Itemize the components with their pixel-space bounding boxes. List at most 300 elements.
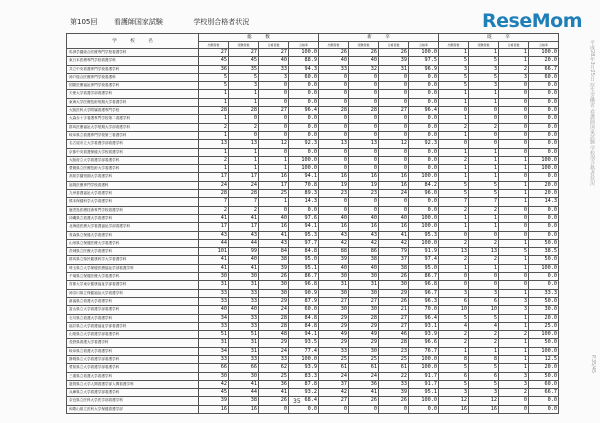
table-row [67, 131, 559, 139]
value-cell: 86.7 [409, 273, 439, 281]
value-cell: 17 [199, 173, 229, 181]
value-cell: 96.0 [409, 190, 439, 198]
value-cell: 0 [439, 140, 469, 148]
value-cell: 1 [499, 339, 529, 347]
value-cell: 20.0 [529, 364, 559, 372]
school-name-cell: 名古屋市立大学看護学部看護学科 [67, 140, 199, 148]
value-cell: 25 [319, 355, 349, 363]
value-cell: 43 [319, 231, 349, 239]
value-cell: 0 [319, 115, 349, 123]
value-cell: 30 [319, 289, 349, 297]
value-cell: 66.7 [529, 389, 559, 397]
value-cell: 41 [229, 380, 259, 388]
value-cell: 30 [319, 273, 349, 281]
value-cell: 0 [319, 98, 349, 106]
value-cell: 38 [229, 397, 259, 405]
value-cell: 41 [379, 231, 409, 239]
value-cell: 2 [439, 123, 469, 131]
value-cell: 95.0 [289, 256, 319, 264]
value-cell: 0.0 [409, 156, 439, 164]
table-row [67, 115, 559, 123]
value-cell: 1 [499, 355, 529, 363]
value-cell: 1 [499, 165, 529, 173]
value-cell: 30 [229, 273, 259, 281]
value-cell: 1 [439, 90, 469, 98]
value-cell: 0 [349, 90, 379, 98]
school-name-cell: 大阪府立大学看護学部看護学科 [67, 156, 199, 164]
value-cell: 0.0 [409, 131, 439, 139]
subcolumn-header: 受験者数 [469, 42, 499, 49]
value-cell: 40 [229, 306, 259, 314]
value-cell: 39 [379, 389, 409, 397]
value-cell: 45 [229, 57, 259, 65]
value-cell: 0 [259, 98, 289, 106]
value-cell: 0 [379, 198, 409, 206]
value-cell: 3 [469, 389, 499, 397]
value-cell: 0 [469, 281, 499, 289]
value-cell: 0 [499, 405, 529, 413]
value-cell: 21 [379, 306, 409, 314]
value-cell: 1 [439, 98, 469, 106]
value-cell: 30 [349, 347, 379, 355]
table-row [67, 339, 559, 347]
table-row [67, 82, 559, 90]
value-cell: 0.0 [529, 173, 559, 181]
value-cell: 51 [199, 331, 229, 339]
value-cell: 38 [379, 264, 409, 272]
value-cell: 33 [379, 380, 409, 388]
value-cell: 30 [349, 273, 379, 281]
value-cell: 0 [379, 206, 409, 214]
value-cell: 30 [379, 281, 409, 289]
value-cell: 24 [199, 181, 229, 189]
value-cell: 28 [199, 190, 229, 198]
value-cell: 29 [319, 339, 349, 347]
table-row [67, 273, 559, 281]
table-row [67, 206, 559, 214]
school-name-cell: 福岡医療専門学校看護科 [67, 181, 199, 189]
school-column-header: 学 校 名 [67, 34, 199, 49]
value-cell: 44 [229, 239, 259, 247]
value-cell: 40 [259, 57, 289, 65]
school-name-cell: 千葉県立保健医療大学看護学科 [67, 273, 199, 281]
school-name-cell: 神戸総合医療専門学校看護科 [67, 73, 199, 81]
value-cell: 39 [319, 256, 349, 264]
value-cell: 28 [229, 190, 259, 198]
value-cell: 0 [469, 231, 499, 239]
value-cell: 33 [259, 355, 289, 363]
value-cell: 24 [319, 372, 349, 380]
table-row [67, 49, 559, 57]
value-cell: 100.0 [529, 165, 559, 173]
value-cell: 24 [379, 190, 409, 198]
value-cell: 0.0 [409, 82, 439, 90]
school-name-cell: 愛知県立大学看護学部看護学科 [67, 364, 199, 372]
school-name-cell: 青森県立保健大学看護学科 [67, 231, 199, 239]
value-cell: 1 [499, 49, 529, 57]
value-cell: 45 [199, 57, 229, 65]
school-name-cell: 九州看護福祉大学看護学科 [67, 190, 199, 198]
value-cell: 0 [319, 82, 349, 90]
value-cell: 2 [199, 123, 229, 131]
value-cell: 0 [319, 206, 349, 214]
value-cell: 1 [469, 214, 499, 222]
value-cell: 1 [439, 49, 469, 57]
value-cell: 0 [349, 156, 379, 164]
value-cell: 36 [259, 380, 289, 388]
value-cell: 2 [199, 206, 229, 214]
value-cell: 5 [439, 181, 469, 189]
value-cell: 0 [499, 82, 529, 90]
value-cell: 0.0 [409, 98, 439, 106]
value-cell: 0 [349, 82, 379, 90]
school-name-cell: 京都中央看護保健大学校看護学科 [67, 148, 199, 156]
value-cell: 19 [349, 181, 379, 189]
value-cell: 33 [229, 322, 259, 330]
value-cell: 5 [469, 314, 499, 322]
value-cell: 1 [469, 98, 499, 106]
value-cell: 100.0 [409, 49, 439, 57]
value-cell: 41 [229, 264, 259, 272]
value-cell: 2 [469, 331, 499, 339]
value-cell: 17 [259, 181, 289, 189]
value-cell: 0 [439, 231, 469, 239]
table-row [67, 107, 559, 115]
value-cell: 40 [319, 57, 349, 65]
school-name-cell: 兵庫県立大学看護学部看護学科 [67, 389, 199, 397]
table-row [67, 57, 559, 65]
value-cell: 61 [319, 364, 349, 372]
value-cell: 42 [379, 239, 409, 247]
value-cell: 99 [229, 248, 259, 256]
value-cell: 5 [499, 248, 529, 256]
value-cell: 100.0 [529, 331, 559, 339]
value-cell: 7 [469, 198, 499, 206]
school-name-cell: 埼玉県立大学保健医療福祉学部看護学科 [67, 264, 199, 272]
value-cell: 7 [439, 198, 469, 206]
value-cell: 40 [259, 214, 289, 222]
value-cell: 1 [499, 239, 529, 247]
value-cell: 100.0 [409, 214, 439, 222]
value-cell: 28 [259, 322, 289, 330]
value-cell: 1 [499, 289, 529, 297]
value-cell: 1 [499, 256, 529, 264]
table-row [67, 281, 559, 289]
value-cell: 0 [499, 115, 529, 123]
school-name-cell: 茨城県立医療大学看護学科 [67, 248, 199, 256]
group-header-new: 新 卒 [319, 34, 439, 42]
table-row [67, 198, 559, 206]
value-cell: 0 [259, 82, 289, 90]
value-cell: 28 [319, 107, 349, 115]
value-cell: 13 [319, 140, 349, 148]
value-cell: 50.0 [529, 239, 559, 247]
table-row [67, 405, 559, 413]
value-cell: 16 [349, 223, 379, 231]
table-row [67, 123, 559, 131]
value-cell: 39 [379, 57, 409, 65]
value-cell: 33 [319, 347, 349, 355]
value-cell: 29 [259, 339, 289, 347]
value-cell: 17 [229, 173, 259, 181]
value-cell: 30.0 [529, 306, 559, 314]
value-cell: 0 [379, 82, 409, 90]
value-cell: 3 [499, 380, 529, 388]
value-cell: 40 [229, 256, 259, 264]
value-cell: 5 [439, 380, 469, 388]
value-cell: 1 [499, 198, 529, 206]
value-cell: 5 [439, 364, 469, 372]
value-cell: 27 [349, 297, 379, 305]
side-note-bottom: P.35/45 [590, 355, 596, 374]
value-cell: 16 [379, 181, 409, 189]
value-cell: 0.0 [529, 405, 559, 413]
value-cell: 0.0 [289, 98, 319, 106]
value-cell: 41 [259, 389, 289, 397]
school-name-cell: 天使大学看護学部看護学科 [67, 90, 199, 98]
table-row [67, 140, 559, 148]
value-cell: 5 [439, 82, 469, 90]
value-cell: 25 [349, 355, 379, 363]
value-cell: 2 [469, 256, 499, 264]
value-cell: 0.0 [529, 223, 559, 231]
resemom-logo: ReseMom [482, 10, 582, 32]
value-cell: 24 [229, 181, 259, 189]
value-cell: 5 [469, 380, 499, 388]
value-cell: 40 [379, 214, 409, 222]
value-cell: 50.0 [529, 297, 559, 305]
value-cell: 2 [469, 206, 499, 214]
value-cell: 84.8 [289, 314, 319, 322]
table-row [67, 397, 559, 405]
value-cell: 24 [349, 372, 379, 380]
value-cell: 3 [439, 289, 469, 297]
value-cell: 1 [439, 264, 469, 272]
value-cell: 77.4 [289, 347, 319, 355]
value-cell: 0.0 [289, 206, 319, 214]
value-cell: 0 [499, 98, 529, 106]
value-cell: 1 [439, 148, 469, 156]
value-cell: 1 [199, 165, 229, 173]
value-cell: 1 [499, 156, 529, 164]
value-cell: 1 [199, 90, 229, 98]
value-cell: 13 [439, 248, 469, 256]
value-cell: 5 [439, 73, 469, 81]
value-cell: 8 [469, 355, 499, 363]
value-cell: 1 [439, 173, 469, 181]
value-cell: 51 [229, 331, 259, 339]
value-cell: 16 [379, 223, 409, 231]
value-cell: 0.0 [289, 131, 319, 139]
value-cell: 2 [439, 239, 469, 247]
value-cell: 0.0 [289, 82, 319, 90]
value-cell: 17 [229, 223, 259, 231]
value-cell: 50.0 [529, 339, 559, 347]
value-cell: 23 [349, 190, 379, 198]
value-cell: 95.0 [409, 264, 439, 272]
value-cell: 76.7 [409, 347, 439, 355]
value-cell: 0 [469, 131, 499, 139]
value-cell: 20.0 [529, 181, 559, 189]
value-cell: 43 [199, 231, 229, 239]
value-cell: 95.3 [289, 231, 319, 239]
school-name-cell: 岐阜県立看護専門学校第三看護学科 [67, 131, 199, 139]
school-name-cell: 滋賀県立大学人間看護学部人間看護学科 [67, 380, 199, 388]
value-cell: 70.0 [409, 306, 439, 314]
value-cell: 22 [379, 372, 409, 380]
value-cell: 17 [199, 223, 229, 231]
value-cell: 7 [199, 198, 229, 206]
value-cell: 14.3 [289, 198, 319, 206]
table-row [67, 190, 559, 198]
value-cell: 42 [349, 239, 379, 247]
value-cell: 0.0 [529, 397, 559, 405]
value-cell: 3 [499, 297, 529, 305]
value-cell: 2 [439, 256, 469, 264]
value-cell: 96.8 [409, 281, 439, 289]
value-cell: 1 [259, 198, 289, 206]
school-name-cell: 愛媛県立医療技術大学看護学科 [67, 165, 199, 173]
school-name-cell: 共立中央看護専門学校看護学科 [67, 65, 199, 73]
value-cell: 94.1 [289, 173, 319, 181]
school-name-cell: 岐阜県立看護大学看護学科 [67, 347, 199, 355]
value-cell: 33 [319, 65, 349, 73]
value-cell: 30 [349, 306, 379, 314]
page-number: 35 [293, 398, 301, 405]
value-cell: 97.5 [409, 57, 439, 65]
subcolumn-header: 合格率 [529, 42, 559, 49]
value-cell: 16 [319, 223, 349, 231]
school-name-cell: 鹿児島医療技術専門学校看護学科 [67, 206, 199, 214]
value-cell: 0 [349, 405, 379, 413]
group-header-total: 総 数 [199, 34, 319, 42]
value-cell: 0 [349, 131, 379, 139]
value-cell: 0.0 [529, 281, 559, 289]
value-cell: 38 [259, 256, 289, 264]
value-cell: 31 [229, 281, 259, 289]
value-cell: 30 [199, 273, 229, 281]
value-cell: 0.0 [409, 123, 439, 131]
exam-number: 第105回 [70, 18, 98, 26]
value-cell: 36 [199, 65, 229, 73]
value-cell: 1 [469, 347, 499, 355]
group-header-previous: 既 卒 [439, 34, 559, 42]
table-row [67, 173, 559, 181]
value-cell: 12 [379, 140, 409, 148]
value-cell: 87.8 [289, 380, 319, 388]
value-cell: 1 [439, 223, 469, 231]
value-cell: 40 [319, 214, 349, 222]
value-cell: 100.0 [409, 364, 439, 372]
value-cell: 0 [499, 273, 529, 281]
table-row [67, 231, 559, 239]
value-cell: 13 [199, 140, 229, 148]
value-cell: 0 [499, 107, 529, 115]
value-cell: 68.4 [289, 397, 319, 405]
value-cell: 100.0 [289, 156, 319, 164]
school-name-cell: 群馬県立県民健康科学大学看護学科 [67, 256, 199, 264]
value-cell: 34 [199, 347, 229, 355]
value-cell: 40 [349, 57, 379, 65]
school-name-cell: 国際医療福祉専門学校看護学科 [67, 82, 199, 90]
value-cell: 93.9 [289, 364, 319, 372]
value-cell: 0 [469, 273, 499, 281]
value-cell: 16 [319, 173, 349, 181]
value-cell: 12 [469, 397, 499, 405]
value-cell: 0.0 [529, 131, 559, 139]
value-cell: 27 [259, 49, 289, 57]
value-cell: 41 [199, 214, 229, 222]
value-cell: 0 [379, 98, 409, 106]
value-cell: 28 [199, 107, 229, 115]
school-name-cell: 和歌山県立医科大学保健看護学部 [67, 405, 199, 413]
value-cell: 0 [499, 231, 529, 239]
value-cell: 0.0 [289, 90, 319, 98]
value-cell: 40 [349, 264, 379, 272]
table-row [67, 239, 559, 247]
value-cell: 0.0 [409, 115, 439, 123]
value-cell: 2 [229, 206, 259, 214]
value-cell: 100.0 [529, 347, 559, 355]
value-cell: 0 [319, 156, 349, 164]
value-cell: 0 [499, 281, 529, 289]
value-cell: 41 [349, 389, 379, 397]
value-cell: 0 [259, 131, 289, 139]
table-row [67, 314, 559, 322]
value-cell: 27 [379, 314, 409, 322]
value-cell: 96.3 [409, 297, 439, 305]
subcolumn-header: 合格率 [289, 42, 319, 49]
value-cell: 0 [379, 90, 409, 98]
value-cell: 96.9 [409, 65, 439, 73]
value-cell: 3 [499, 306, 529, 314]
value-cell: 0.0 [529, 206, 559, 214]
value-cell: 1 [499, 347, 529, 355]
value-cell: 96.8 [289, 281, 319, 289]
value-cell: 2 [499, 331, 529, 339]
value-cell: 33 [259, 65, 289, 73]
value-cell: 42 [319, 239, 349, 247]
value-cell: 95.1 [289, 264, 319, 272]
value-cell: 83.3 [289, 372, 319, 380]
value-cell: 27 [229, 49, 259, 57]
table-row [67, 306, 559, 314]
value-cell: 96.4 [289, 107, 319, 115]
value-cell: 0 [379, 405, 409, 413]
document-header [70, 17, 249, 27]
value-cell: 1 [229, 98, 259, 106]
value-cell: 96.6 [409, 339, 439, 347]
value-cell: 0 [379, 148, 409, 156]
value-cell: 43 [259, 239, 289, 247]
value-cell: 5 [469, 190, 499, 198]
value-cell: 0 [319, 148, 349, 156]
value-cell: 6 [439, 297, 469, 305]
value-cell: 91.7 [409, 380, 439, 388]
value-cell: 0 [499, 397, 529, 405]
table-body [67, 49, 559, 414]
value-cell: 100.0 [409, 173, 439, 181]
value-cell: 40 [199, 306, 229, 314]
value-cell: 87.9 [289, 297, 319, 305]
value-cell: 60.0 [529, 380, 559, 388]
value-cell: 86 [349, 248, 379, 256]
value-cell: 0.0 [409, 148, 439, 156]
value-cell: 60.0 [529, 73, 559, 81]
value-cell: 39 [199, 397, 229, 405]
value-cell: 0.0 [529, 214, 559, 222]
school-name-cell: 静岡県立大学看護学部看護学科 [67, 355, 199, 363]
